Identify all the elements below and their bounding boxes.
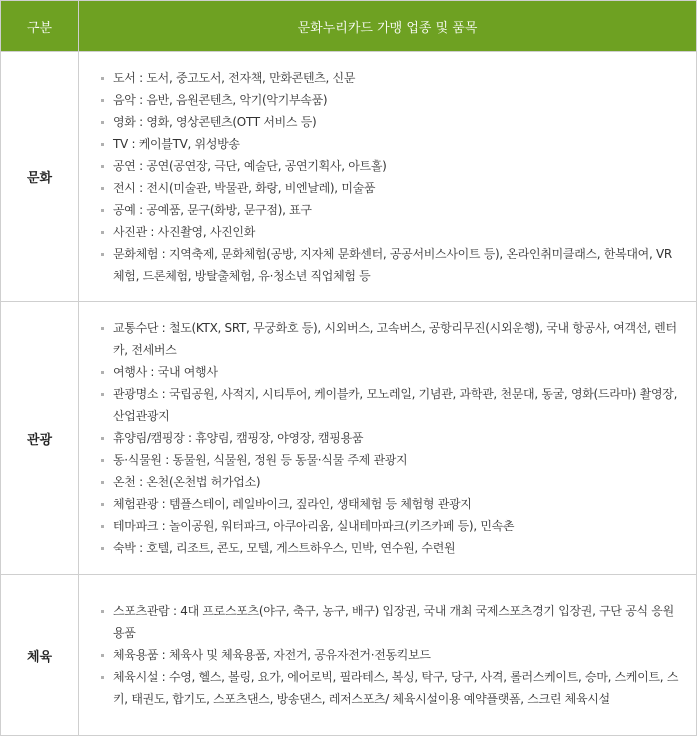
table-row-culture — [1, 52, 697, 302]
header-category: 구분 — [1, 1, 79, 52]
list-item: 공연 : 공연(공연장, 극단, 예술단, 공연기획사, 아트홀) — [101, 155, 682, 177]
list-item: 도서 : 도서, 중고도서, 전자책, 만화콘텐츠, 신문 — [101, 67, 682, 89]
table-row-tourism — [1, 302, 697, 575]
row-items — [79, 575, 697, 736]
list-item: 관광명소 : 국립공원, 사적지, 시티투어, 케이블카, 모노레일, 기념관, 과학관, 천문대, 동굴, 영화(드라마) 촬영장, 산업관광지 — [101, 383, 682, 427]
list-item: 스포츠관람 : 4대 프로스포츠(야구, 축구, 농구, 배구) 입장권, 국내 개최 국제스포츠경기 입장권, 구단 공식 응원용품 — [101, 600, 682, 644]
list-item: 음악 : 음반, 음원콘텐츠, 악기(악기부속품) — [101, 89, 682, 111]
row-category: 체육 — [1, 575, 79, 736]
row-category: 문화 — [1, 52, 79, 302]
row-category: 관광 — [1, 302, 79, 575]
list-item: 휴양림/캠핑장 : 휴양림, 캠핑장, 야영장, 캠핑용품 — [101, 427, 682, 449]
row-items — [79, 52, 697, 302]
list-item: 영화 : 영화, 영상콘텐츠(OTT 서비스 등) — [101, 111, 682, 133]
list-item: 테마파크 : 놀이공원, 워터파크, 아쿠아리움, 실내테마파크(키즈카페 등), 민속촌 — [101, 515, 682, 537]
list-item: 체육용품 : 체육사 및 체육용품, 자전거, 공유자전거·전동킥보드 — [101, 644, 682, 666]
row-items — [79, 302, 697, 575]
header-items: 문화누리카드 가맹 업종 및 품목 — [79, 1, 697, 52]
list-item: 전시 : 전시(미술관, 박물관, 화랑, 비엔날레), 미술품 — [101, 177, 682, 199]
table-row-sports — [1, 575, 697, 736]
list-item: 교통수단 : 철도(KTX, SRT, 무궁화호 등), 시외버스, 고속버스, 공항리무진(시외운행), 국내 항공사, 여객선, 렌터카, 전세버스 — [101, 317, 682, 361]
item-list — [101, 67, 682, 287]
list-item: 문화체험 : 지역축제, 문화체험(공방, 지자체 문화센터, 공공서비스사이트 등), 온라인취미클래스, 한복대여, VR체험, 드론체험, 방탈출체험, 유·청소년 직업체험 등 — [101, 243, 682, 287]
list-item: 사진관 : 사진촬영, 사진인화 — [101, 221, 682, 243]
list-item: 체험관광 : 템플스테이, 레일바이크, 짚라인, 생태체험 등 체험형 관광지 — [101, 493, 682, 515]
list-item: 숙박 : 호텔, 리조트, 콘도, 모텔, 게스트하우스, 민박, 연수원, 수련원 — [101, 537, 682, 559]
list-item: 동·식물원 : 동물원, 식물원, 정원 등 동물·식물 주제 관광지 — [101, 449, 682, 471]
table-header-row — [1, 1, 697, 52]
list-item: 체육시설 : 수영, 헬스, 볼링, 요가, 에어로빅, 필라테스, 복싱, 탁구, 당구, 사격, 롤러스케이트, 승마, 스케이트, 스키, 태권도, 합기도, 스포츠댄스, 방송댄스, 레저스포츠/ 체육시설이용 예약플랫폼, 스크린 체육시설 — [101, 666, 682, 710]
list-item: TV : 케이블TV, 위성방송 — [101, 133, 682, 155]
list-item: 공예 : 공예품, 문구(화방, 문구점), 표구 — [101, 199, 682, 221]
list-item: 온천 : 온천(온천법 허가업소) — [101, 471, 682, 493]
list-item: 여행사 : 국내 여행사 — [101, 361, 682, 383]
item-list — [101, 600, 682, 710]
item-list — [101, 317, 682, 559]
